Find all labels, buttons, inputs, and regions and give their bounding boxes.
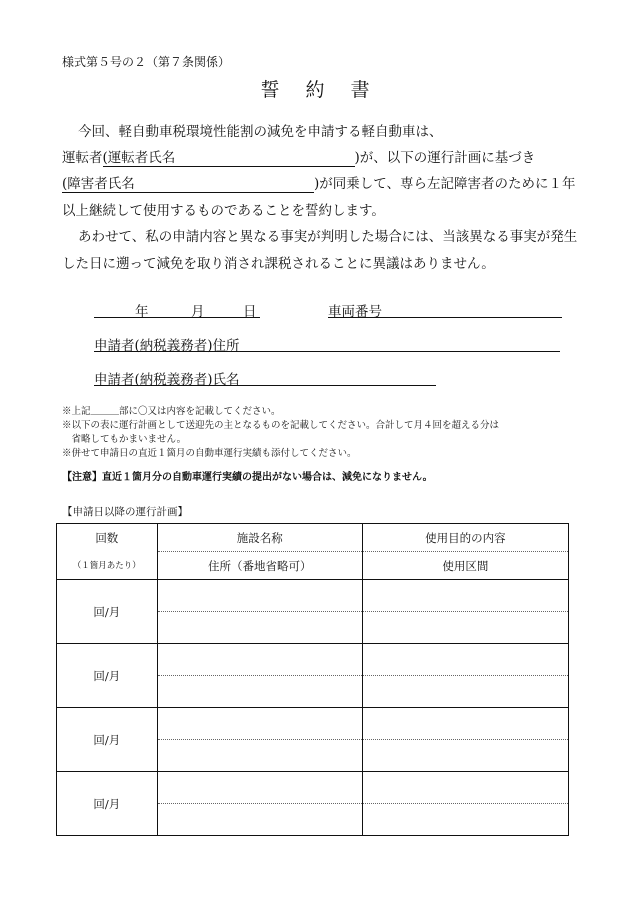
facility-name-cell[interactable] bbox=[157, 708, 362, 740]
purpose-cell[interactable] bbox=[362, 772, 568, 804]
form-number: 様式第５号の２（第７条関係） bbox=[62, 55, 231, 69]
header-address: 住所（番地省略可） bbox=[157, 552, 362, 580]
month-label: 月 bbox=[191, 304, 205, 320]
count-cell[interactable]: 回/月 bbox=[57, 708, 158, 772]
count-cell[interactable]: 回/月 bbox=[57, 644, 158, 708]
header-count: 回数 bbox=[57, 524, 158, 552]
purpose-cell[interactable] bbox=[362, 708, 568, 740]
title-char: 誓 bbox=[260, 79, 280, 101]
address-cell[interactable] bbox=[157, 804, 362, 836]
facility-name-cell[interactable] bbox=[157, 772, 362, 804]
title-char: 約 bbox=[305, 79, 325, 101]
vehicle-number-label: 車両番号 bbox=[328, 304, 382, 320]
count-cell[interactable]: 回/月 bbox=[57, 772, 158, 836]
applicant-name-field[interactable] bbox=[94, 368, 436, 386]
date-field[interactable] bbox=[94, 300, 260, 318]
body-line-6: した日に遡って減免を取り消され課税されることに異議はありません。 bbox=[62, 256, 495, 272]
document-title bbox=[0, 75, 630, 102]
day-label: 日 bbox=[243, 304, 257, 320]
applicant-address-field[interactable] bbox=[94, 334, 560, 352]
table-row bbox=[57, 772, 569, 804]
notes bbox=[62, 405, 499, 461]
facility-name-cell[interactable] bbox=[157, 644, 362, 676]
address-cell[interactable] bbox=[157, 740, 362, 772]
body-line-2-suffix: )が、以下の運行計画に基づき bbox=[354, 150, 536, 166]
header-section: 使用区間 bbox=[362, 552, 568, 580]
body-line-5: あわせて、私の申請内容と異なる事実が判明した場合には、当該異なる事実が発生 bbox=[78, 229, 578, 245]
disabled-person-name-field[interactable]: (障害者氏名 bbox=[62, 172, 314, 193]
header-count-sub: （１箇月あたり） bbox=[57, 552, 158, 580]
title-char: 書 bbox=[350, 79, 370, 101]
section-cell[interactable] bbox=[362, 740, 568, 772]
address-cell[interactable] bbox=[157, 612, 362, 644]
purpose-cell[interactable] bbox=[362, 644, 568, 676]
body-line-1: 今回、軽自動車税環境性能割の減免を申請する軽自動車は、 bbox=[78, 124, 443, 140]
body-line-3 bbox=[62, 172, 576, 193]
purpose-cell[interactable] bbox=[362, 580, 568, 612]
applicant-address-label: 申請者(納税義務者)住所 bbox=[94, 338, 240, 354]
year-label: 年 bbox=[135, 304, 149, 320]
body-line-4: 以上継続して使用するものであることを誓約します。 bbox=[62, 203, 385, 219]
body-line-2 bbox=[62, 146, 535, 167]
note-item: 省略してもかまいません。 bbox=[62, 434, 187, 445]
table-row bbox=[57, 644, 569, 676]
facility-name-cell[interactable] bbox=[157, 580, 362, 612]
section-cell[interactable] bbox=[362, 676, 568, 708]
driver-name-field[interactable]: (運転者氏名 bbox=[103, 146, 355, 167]
plan-table bbox=[56, 523, 569, 836]
note-item: ※併せて申請日の直近１箇月の自動車運行実績も添付してください。 bbox=[62, 448, 357, 459]
table-header-row bbox=[57, 524, 569, 552]
table-row bbox=[57, 708, 569, 740]
header-purpose: 使用目的の内容 bbox=[362, 524, 568, 552]
count-cell[interactable]: 回/月 bbox=[57, 580, 158, 644]
note-item: ※上記＿＿＿部に〇又は内容を記載してください。 bbox=[62, 406, 281, 417]
note-item: ※以下の表に運行計画として送迎先の主となるものを記載してください。合計して月４回を超える分は bbox=[62, 420, 500, 431]
driver-label: 運転者 bbox=[62, 150, 103, 166]
table-subheader-row bbox=[57, 552, 569, 580]
applicant-name-label: 申請者(納税義務者)氏名 bbox=[94, 372, 240, 388]
address-cell[interactable] bbox=[157, 676, 362, 708]
header-facility: 施設名称 bbox=[157, 524, 362, 552]
caution-note: 【注意】直近１箇月分の自動車運行実績の提出がない場合は、減免になりません。 bbox=[62, 472, 433, 483]
body-line-3-suffix: )が同乗して、専ら左記障害者のために１年 bbox=[314, 176, 576, 192]
section-cell[interactable] bbox=[362, 612, 568, 644]
vehicle-number-field[interactable] bbox=[328, 300, 562, 318]
section-cell[interactable] bbox=[362, 804, 568, 836]
plan-heading: 【申請日以降の運行計画】 bbox=[62, 506, 188, 518]
table-row bbox=[57, 580, 569, 612]
